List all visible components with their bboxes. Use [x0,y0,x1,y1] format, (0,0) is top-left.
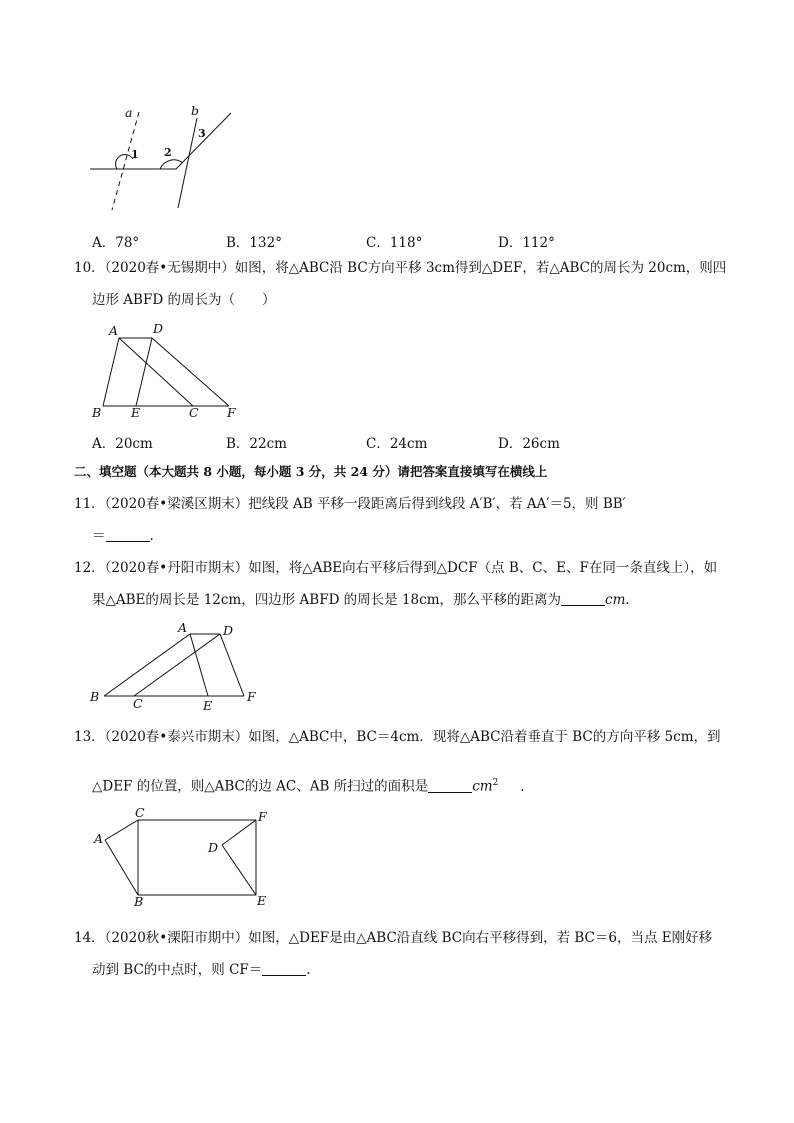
label-angle-3: 3 [198,127,206,140]
label-A: A [94,831,104,846]
q9-option-c: C．118° [366,235,423,251]
label-angle-1: 1 [131,148,139,161]
section-heading: 二、填空题（本大题共 8 小题，每小题 3 分，共 24 分）请把答案直接填写在横线上 [74,464,548,479]
label-B: B [134,894,144,909]
label-D: D [208,840,219,855]
q10-option-d: D．26cm [498,436,560,452]
q13-text-line1: 13．（2020春•泰兴市期末）如图，△ABC中，BC＝4cm．现将△ABC沿着垂直于 BC的方向平移 5cm，到 [74,729,721,745]
q10-text-line1: 10．（2020春•无锡期中）如图，将△ABC沿 BC方向平移 3cm得到△DEF，若△ABC的周长为 20cm，则四 [74,260,727,276]
q13-unit: cm [472,778,493,795]
segment-AC [105,820,138,840]
q12-unit: cm. [605,592,630,608]
label-F: F [247,689,256,704]
q14-answer-blank[interactable] [262,961,306,976]
q13-unit-exponent: 2 [492,778,499,788]
q14-line2-text: 动到 BC的中点时，则 CF＝ [92,962,263,978]
q13-period: . [520,778,525,795]
q10-option-c: C．24cm [366,436,428,452]
q11-period: . [149,528,154,544]
label-C: C [189,405,199,420]
label-F: F [258,809,267,824]
label-A: A [178,620,188,635]
q9-option-d: D．112° [498,235,555,251]
label-E: E [257,893,267,908]
label-b: b [191,103,200,118]
q10-option-b: B．22cm [226,436,287,452]
q11-equals: ＝ [92,528,106,544]
label-E: E [131,405,141,420]
label-D: D [223,623,234,638]
label-C: C [133,696,143,711]
label-B: B [92,405,102,420]
segment-AB [105,840,138,895]
q9-option-b: B．132° [226,235,282,251]
label-F: F [227,405,236,420]
segment-DE [222,845,256,895]
label-C: C [135,805,145,820]
q9-option-a: A．78° [92,235,140,251]
segment-DF [222,820,256,845]
q12-line2-text: 果△ABE的周长是 12cm，四边形 ABFD 的周长是 18cm，那么平移的距离为 [92,592,562,608]
q13-line2-text: △DEF 的位置，则△ABC的边 AC、AB 所扫过的面积是 [92,778,429,795]
label-A: A [109,323,119,338]
label-E: E [203,698,213,713]
q11-text-line1: 11．（2020春•梁溪区期末）把线段 AB 平移一段距离后得到线段 A′B′，若 AA′＝5，则 BB′ [74,496,626,512]
q10-text-line2: 边形 ABFD 的周长为（ ） [92,292,276,308]
label-B: B [90,689,100,704]
label-D: D [153,321,164,336]
label-angle-2: 2 [164,146,172,159]
q14-text-line2 [92,959,311,981]
q10-option-a: A．20cm [92,436,153,452]
q14-period: . [306,962,311,978]
q14-text-line1: 14．（2020秋•溧阳市期中）如图，△DEF是由△ABC沿直线 BC向右平移得到，若 BC＝6，当点 E刚好移 [74,930,713,946]
label-a: a [125,105,133,120]
q12-text-line1: 12．（2020春•丹阳市期末）如图，将△ABE向右平移后得到△DCF（点 B、C、E、F在同一条直线上），如 [74,560,718,576]
